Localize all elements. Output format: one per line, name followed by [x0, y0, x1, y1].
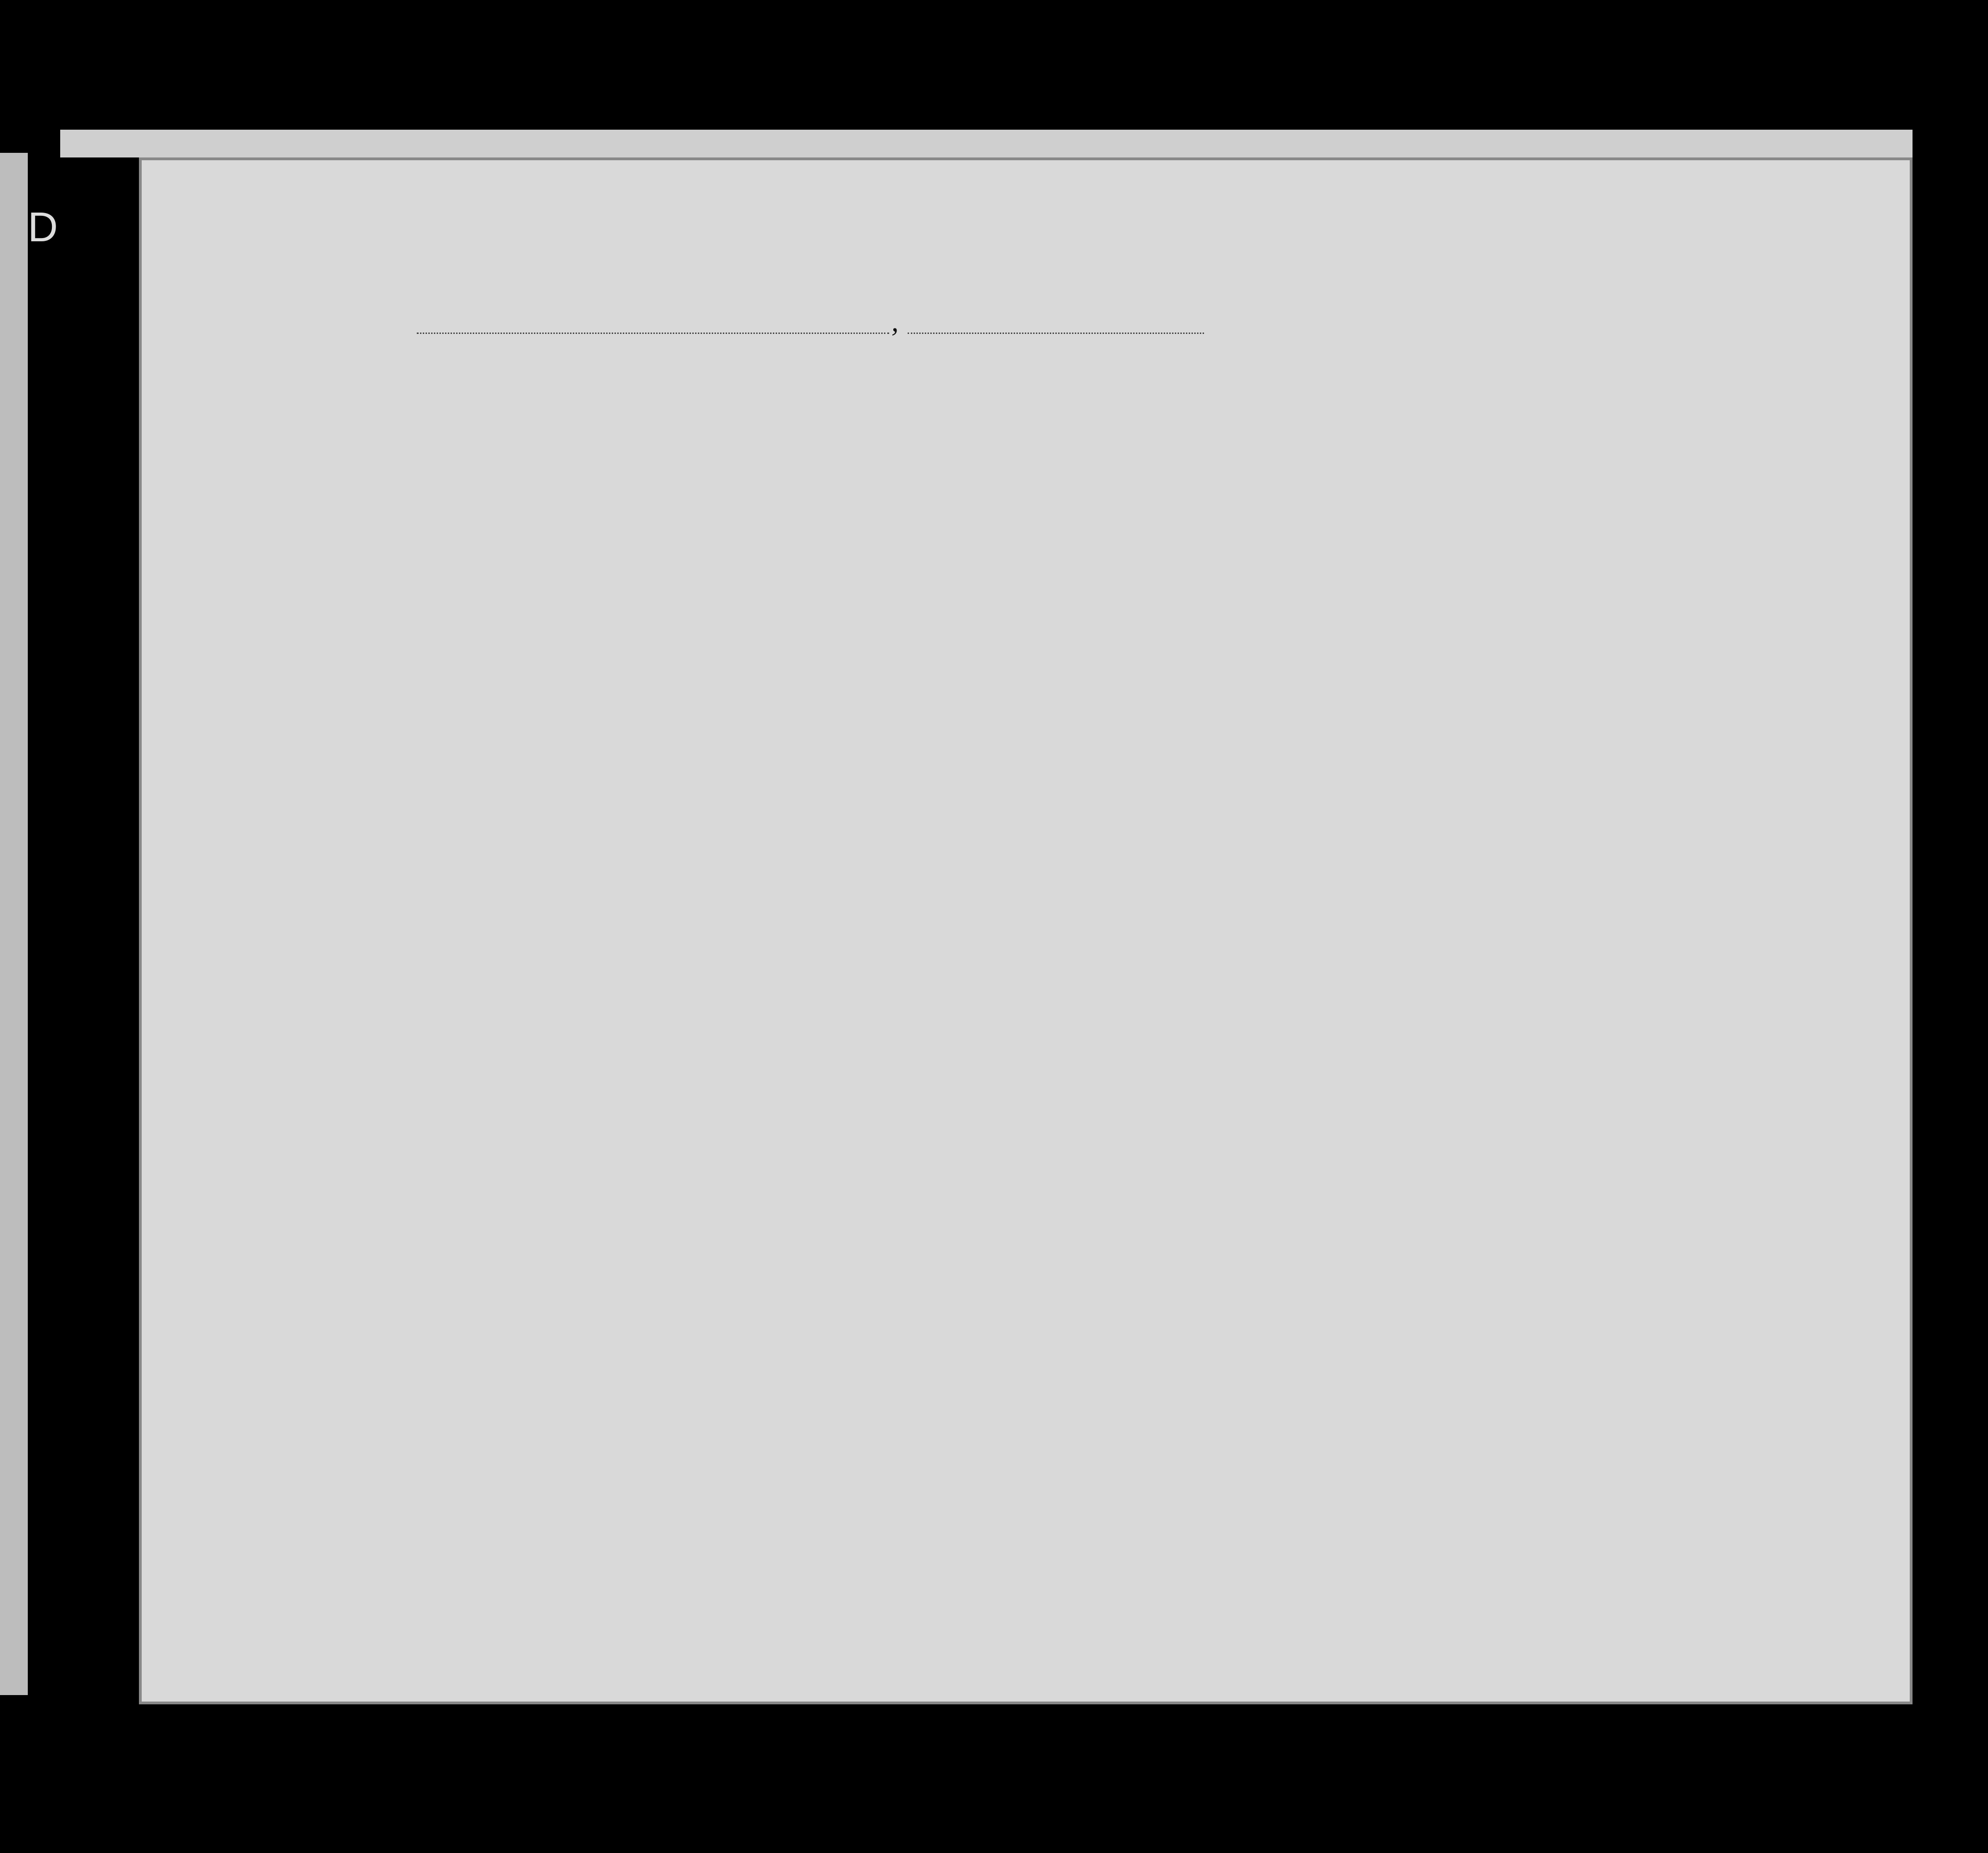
left-page-fragment-text: D: [28, 204, 58, 251]
comma-mark: ,: [891, 306, 899, 338]
